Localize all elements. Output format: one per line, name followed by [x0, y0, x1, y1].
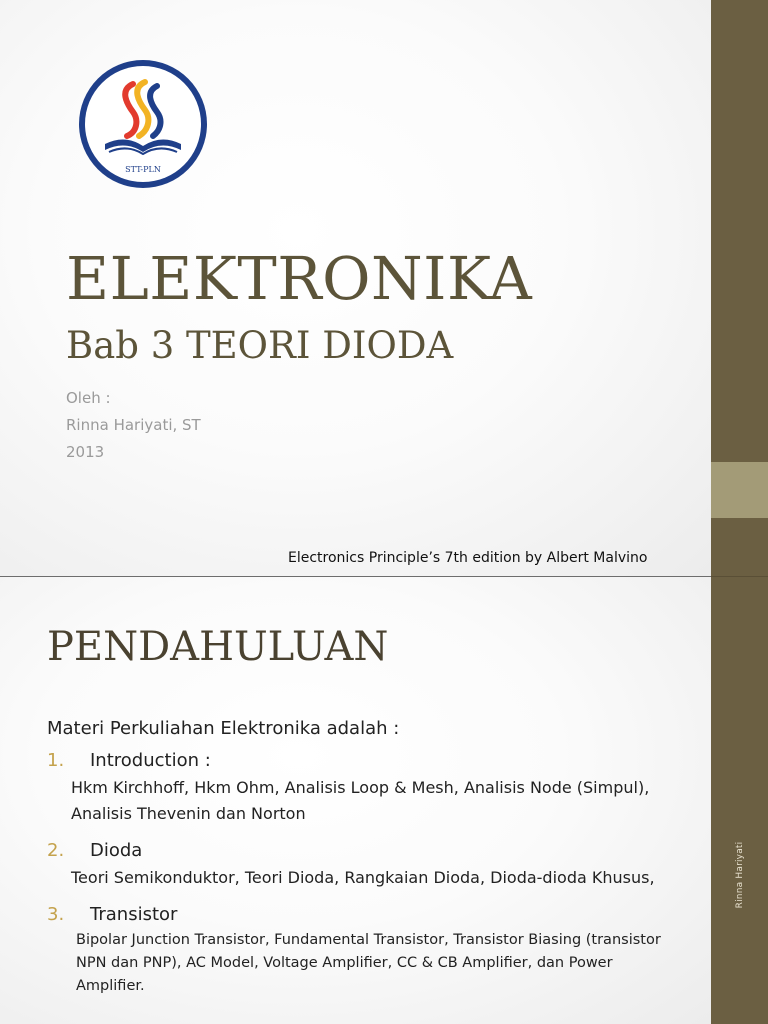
stt-pln-logo [75, 56, 211, 192]
sidebar-author-text: Rinna Hariyati [734, 841, 745, 909]
byline-line: Rinna Hariyati, ST [66, 416, 201, 434]
list-item [47, 901, 672, 929]
sidebar-accent-block [711, 462, 768, 518]
byline [66, 385, 201, 466]
list-label: Transistor [90, 904, 178, 925]
list-number: 1. [47, 750, 65, 771]
presentation-title: ELEKTRONIKA [66, 244, 533, 313]
sidebar-bar [711, 0, 768, 1024]
list-description: Teori Semikonduktor, Teori Dioda, Rangkaian Dioda, Dioda-dioda Khusus, [71, 868, 655, 887]
slide-title: PENDAHULUAN [47, 624, 389, 670]
slide-body [47, 715, 672, 1008]
intro-text: Materi Perkuliahan Elektronika adalah : [47, 718, 400, 739]
presentation-subtitle: Bab 3 TEORI DIODA [66, 324, 454, 367]
list-description: Hkm Kirchhoff, Hkm Ohm, Analisis Loop & Mesh, Analisis Node (Simpul), Analisis Thevenin dan Norton [71, 778, 650, 823]
list-description: Bipolar Junction Transistor, Fundamental Transistor, Transistor Biasing (transistor NPN dan PNP), AC Model, Voltage Amplifier, CC & CB Amplifier, dan Power Amplifier. [76, 932, 661, 994]
list-number: 3. [47, 904, 65, 925]
slide-separator [711, 576, 768, 577]
source-credit: Electronics Principle’s 7th edition by Albert Malvino [288, 550, 648, 566]
list-number: 2. [47, 840, 65, 861]
byline-line: 2013 [66, 443, 105, 461]
list-item [47, 747, 672, 775]
list-label: Dioda [90, 840, 143, 861]
byline-line: Oleh : [66, 389, 111, 407]
list-item [47, 837, 672, 865]
list-label: Introduction : [90, 750, 211, 771]
svg-text:STT-PLN: STT-PLN [125, 165, 161, 174]
